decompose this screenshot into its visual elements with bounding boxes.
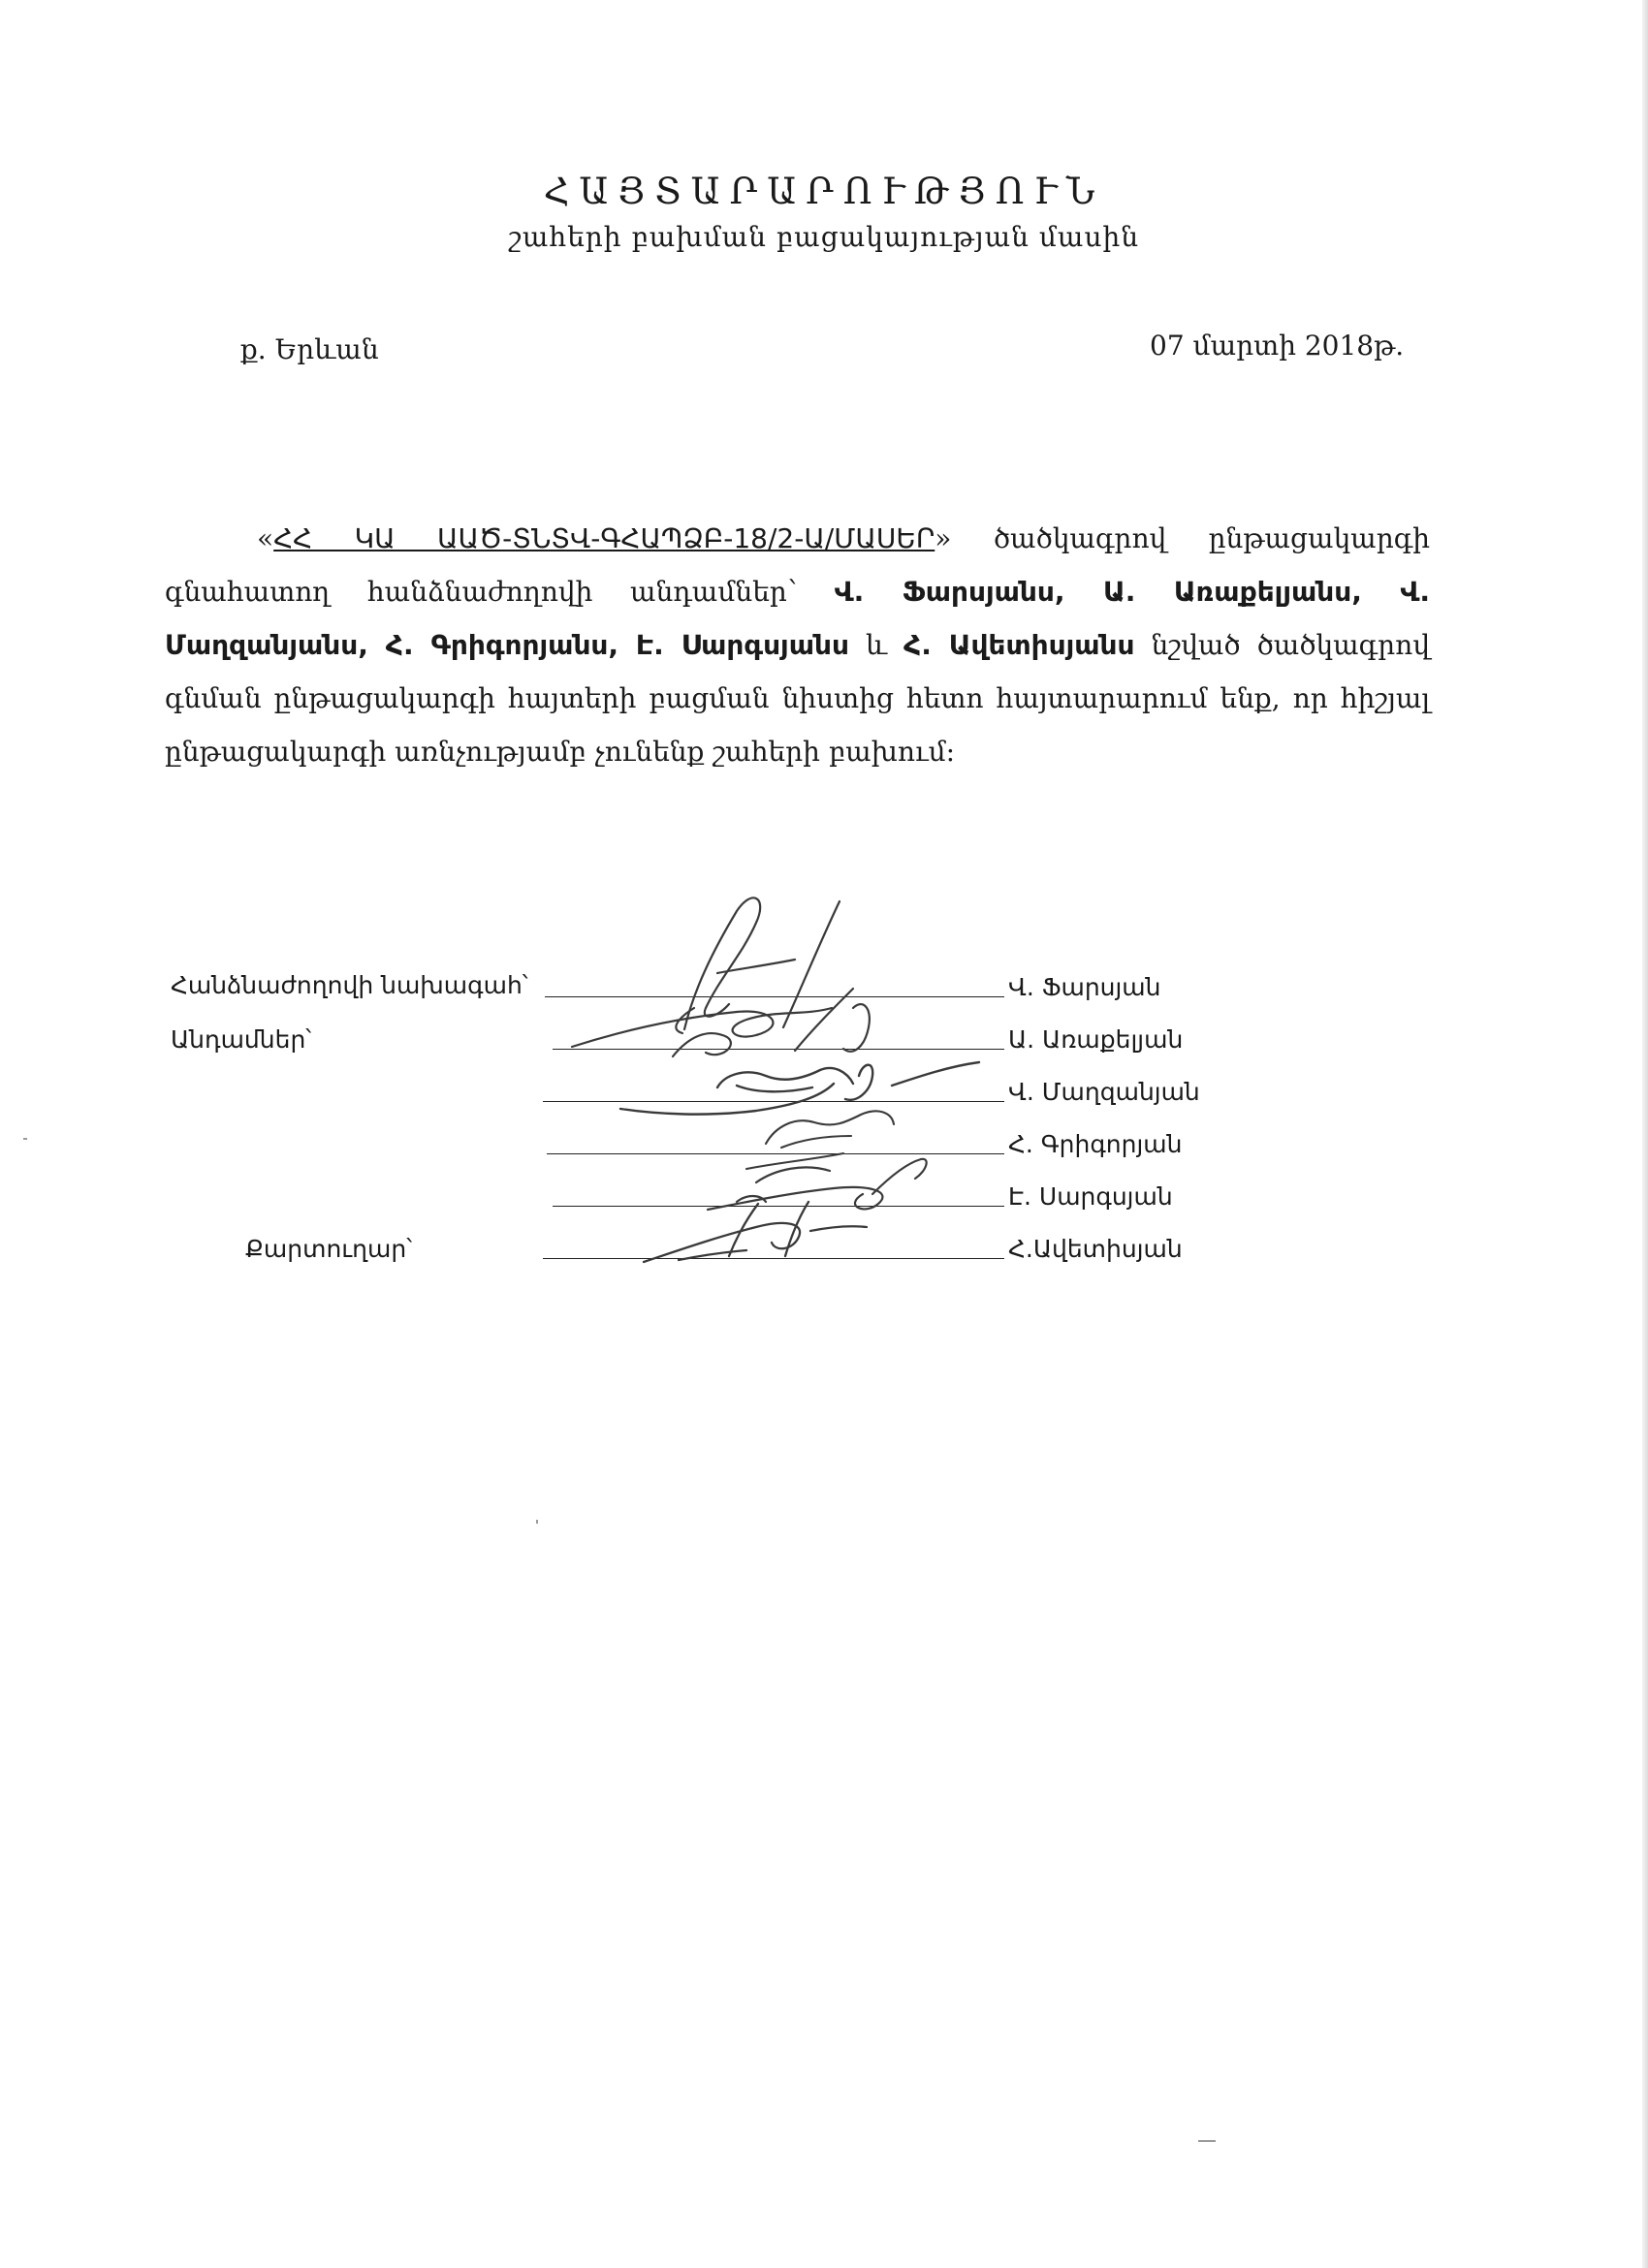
member-name-last: Հ. Ավետիսյանս — [903, 629, 1135, 661]
signatory-name: Հ. Գրիգորյան — [1008, 1130, 1183, 1158]
place-line: ք. Երևան — [240, 333, 379, 365]
signature-4 — [746, 1111, 894, 1169]
signature-2 — [572, 989, 870, 1056]
member-names: Վ. Ֆարսյանս, Ա. Առաքելյանս, Վ. Մաղզանյանս, Հ. Գրիգորյանս, Է. Սարգսյանս — [165, 576, 1431, 661]
signatory-name: Ա. Առաքելյան — [1008, 1025, 1184, 1054]
scan-speck — [536, 1520, 538, 1524]
signature-6 — [644, 1202, 867, 1262]
open-quote: « — [257, 522, 274, 554]
close-quote: » — [935, 522, 952, 554]
signatory-name: Է. Սարգսյան — [1008, 1182, 1173, 1211]
body-text-1: ծածկագրով ընթացակարգի գնահատող հանձնաժողովի անդամներ՝ — [165, 522, 1430, 608]
signatory-name: Հ.Ավետիսյան — [1008, 1235, 1183, 1263]
document-title: ՀԱՅՏԱՐԱՐՈՒԹՅՈՒՆ — [543, 171, 1105, 212]
signatory-name: Վ. Ֆարսյան — [1008, 973, 1161, 1001]
body-text-2: նշված ծածկագրով գնման ընթացակարգի հայտերի բացման նիստից հետո հայտարարում ենք, որ հիշյալ ընթացակարգի առնչությամբ չունենք շահերի բախում: — [165, 629, 1430, 768]
procedure-code: ՀՀ ԿԱ ԱԱԾ-ՏՆՏՎ-ԳՀԱՊՁԲ-18/2-Ա/ՄԱՍԵՐ — [273, 522, 935, 554]
scan-speck — [23, 1138, 27, 1140]
conjunction: և — [848, 629, 904, 661]
signature-3 — [620, 1062, 979, 1115]
chair-label: Հանձնաժողովի նախագահ՝ — [171, 971, 528, 999]
signatory-name: Վ. Մաղզանյան — [1008, 1078, 1200, 1106]
date-line: 07 մարտի 2018թ. — [1150, 330, 1405, 362]
signature-5 — [708, 1159, 927, 1210]
scan-speck — [1198, 2140, 1216, 2142]
document-subtitle: շահերի բախման բացակայության մասին — [508, 221, 1140, 253]
members-label: Անդամներ՝ — [171, 1025, 312, 1054]
secretary-label: Քարտուղար՝ — [245, 1235, 413, 1263]
